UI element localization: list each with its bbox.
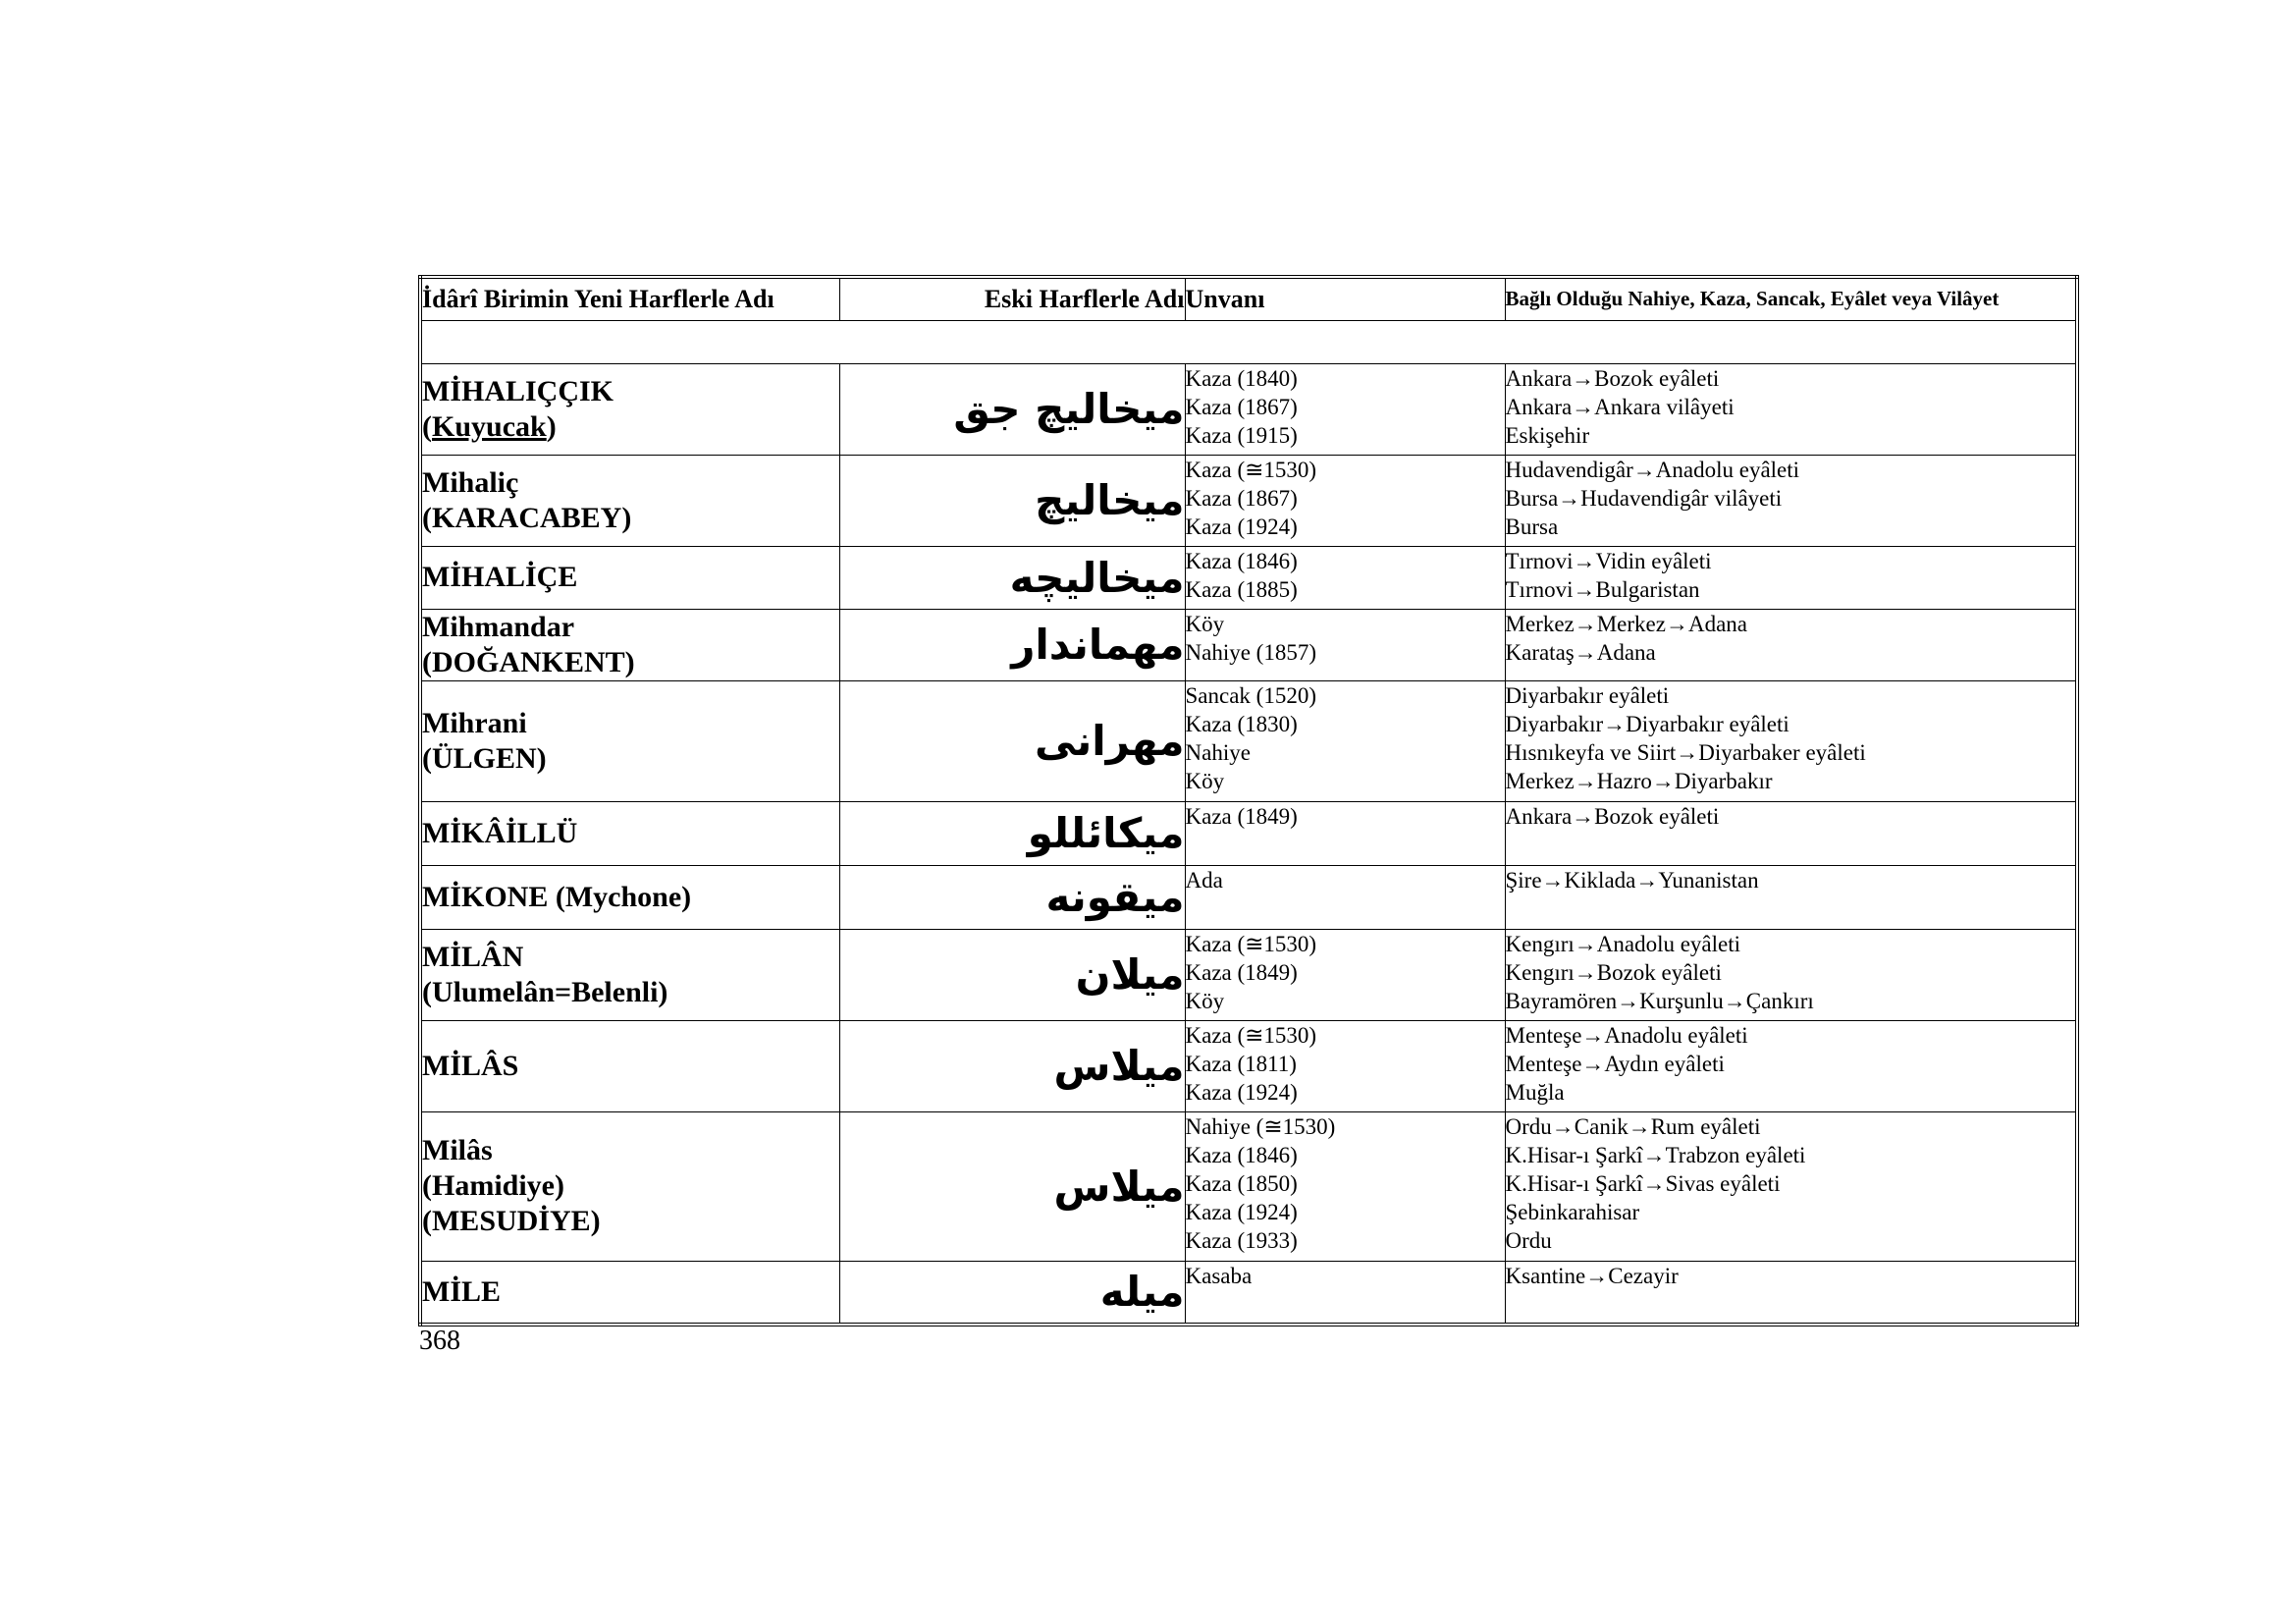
- unit-name-line: Mihrani: [422, 706, 527, 739]
- unit-title-line: Kaza (1867): [1185, 485, 1298, 511]
- unit-old-name: ميلاس: [839, 1111, 1185, 1261]
- unit-name-line: Milâs: [422, 1134, 493, 1166]
- unit-old-name: ميخاليچ جق: [839, 363, 1185, 455]
- table-row: [420, 546, 2077, 609]
- unit-parent-line: Ksantine→Cezayir: [1505, 1263, 1679, 1288]
- col-header-old-name: Eski Harflerle Adı: [839, 277, 1185, 320]
- unit-name-line: MİLÂN: [422, 940, 524, 973]
- unit-old-name: ميقونه: [839, 865, 1185, 929]
- unit-title-line: Kaza (1924): [1185, 1079, 1298, 1105]
- unit-title-line: Ada: [1185, 867, 1223, 893]
- unit-new-name: [420, 609, 839, 680]
- col-header-parent: Bağlı Olduğu Nahiye, Kaza, Sancak, Eyâlet veya Vilâyet: [1505, 277, 2077, 320]
- unit-title-line: Kaza (1850): [1185, 1170, 1298, 1196]
- unit-title-line: Kaza (1840): [1185, 365, 1298, 391]
- unit-parent-line: Kengırı→Bozok eyâleti: [1505, 959, 1722, 985]
- table-row: [420, 455, 2077, 546]
- unit-name-line: MİHALİÇE: [422, 561, 578, 593]
- unit-new-name: [420, 865, 839, 929]
- unit-name-line: (MESUDİYE): [422, 1205, 601, 1237]
- unit-name-line: MİKÂİLLÜ: [422, 816, 578, 849]
- unit-name-line: (Kuyucak): [422, 409, 557, 443]
- unit-old-name: ميله: [839, 1261, 1185, 1325]
- unit-new-name: [420, 801, 839, 865]
- unit-parent-line: Karataş→Adana: [1505, 639, 1656, 665]
- unit-name-line: (ÜLGEN): [422, 741, 547, 775]
- unit-title-line: Kaza (1830): [1185, 711, 1298, 736]
- unit-name-line: MİLÂS: [422, 1049, 519, 1082]
- unit-title-line: Kaza (1885): [1185, 576, 1298, 602]
- unit-title-line: Kaza (1849): [1185, 803, 1298, 829]
- table-row: [420, 1020, 2077, 1111]
- unit-parents: [1505, 546, 2077, 609]
- unit-new-name: [420, 455, 839, 546]
- unit-titles: [1185, 546, 1505, 609]
- unit-titles: [1185, 801, 1505, 865]
- table-row: [420, 1261, 2077, 1325]
- table-row: [420, 1111, 2077, 1261]
- table-body: [420, 363, 2077, 1325]
- unit-title-line: Kaza (≅1530): [1185, 457, 1317, 482]
- unit-old-name: مهماندار: [839, 609, 1185, 680]
- unit-title-line: Köy: [1185, 611, 1225, 636]
- unit-title-line: Kaza (≅1530): [1185, 1022, 1317, 1048]
- unit-titles: [1185, 1111, 1505, 1261]
- unit-parent-line: Hudavendigâr→Anadolu eyâleti: [1505, 457, 1800, 482]
- table-row: [420, 801, 2077, 865]
- unit-title-line: Köy: [1185, 988, 1225, 1013]
- unit-titles: [1185, 455, 1505, 546]
- unit-parent-line: Eskişehir: [1505, 422, 1590, 448]
- unit-parents: [1505, 455, 2077, 546]
- unit-parent-line: Hısnıkeyfa ve Siirt→Diyarbaker eyâleti: [1505, 739, 1866, 765]
- unit-old-name: مهرانى: [839, 680, 1185, 801]
- unit-title-line: Kaza (≅1530): [1185, 931, 1317, 956]
- unit-name-line: (KARACABEY): [422, 501, 632, 534]
- unit-parents: [1505, 1020, 2077, 1111]
- unit-parent-line: Kengırı→Anadolu eyâleti: [1505, 931, 1741, 956]
- unit-title-line: Kaza (1849): [1185, 959, 1298, 985]
- unit-title-line: Kaza (1811): [1185, 1051, 1297, 1076]
- unit-titles: [1185, 363, 1505, 455]
- unit-name-line: (DOĞANKENT): [422, 645, 635, 678]
- unit-title-line: Köy: [1185, 768, 1225, 793]
- table-row: [420, 865, 2077, 929]
- unit-name-line: MİHALIÇÇIK: [422, 374, 614, 407]
- unit-parents: [1505, 801, 2077, 865]
- unit-parent-line: Şire→Kiklada→Yunanistan: [1505, 867, 1759, 893]
- table-header-row: [420, 277, 2077, 320]
- unit-parent-line: Diyarbakır→Diyarbakır eyâleti: [1505, 711, 1789, 736]
- unit-name-line: MİKONE (Mychone): [422, 880, 692, 913]
- unit-parent-line: Menteşe→Aydın eyâleti: [1505, 1051, 1725, 1076]
- unit-parents: [1505, 865, 2077, 929]
- unit-title-line: Nahiye: [1185, 739, 1251, 765]
- unit-parents: [1505, 609, 2077, 680]
- unit-parent-line: Merkez→Hazro→Diyarbakır: [1505, 768, 1773, 793]
- unit-new-name: [420, 929, 839, 1020]
- unit-titles: [1185, 865, 1505, 929]
- unit-parents: [1505, 1261, 2077, 1325]
- unit-parent-line: Tırnovi→Bulgaristan: [1505, 576, 1700, 602]
- unit-parents: [1505, 363, 2077, 455]
- unit-title-line: Sancak (1520): [1185, 682, 1316, 708]
- unit-new-name: [420, 1261, 839, 1325]
- unit-new-name: [420, 680, 839, 801]
- unit-parent-line: Ordu: [1505, 1227, 1552, 1253]
- unit-parent-line: Ankara→Bozok eyâleti: [1505, 365, 1720, 391]
- unit-parents: [1505, 1111, 2077, 1261]
- unit-parent-line: Bayramören→Kurşunlu→Çankırı: [1505, 988, 1814, 1013]
- unit-parent-line: Ankara→Bozok eyâleti: [1505, 803, 1720, 829]
- unit-parent-line: Ankara→Ankara vilâyeti: [1505, 394, 1735, 419]
- unit-parent-line: Muğla: [1505, 1079, 1565, 1105]
- unit-new-name: [420, 363, 839, 455]
- unit-parent-line: Merkez→Merkez→Adana: [1505, 611, 1747, 636]
- page-number: 368: [419, 1326, 460, 1356]
- unit-name-line: Mihaliç: [422, 465, 519, 499]
- unit-title-line: Kaza (1867): [1185, 394, 1298, 419]
- table-row: [420, 929, 2077, 1020]
- unit-title-line: Kaza (1933): [1185, 1227, 1298, 1253]
- table-row: [420, 363, 2077, 455]
- unit-titles: [1185, 609, 1505, 680]
- unit-parent-line: Tırnovi→Vidin eyâleti: [1505, 548, 1712, 573]
- unit-parent-line: Diyarbakır eyâleti: [1505, 682, 1670, 708]
- unit-name-line: (Hamidiye): [422, 1169, 564, 1202]
- unit-title-line: Kasaba: [1185, 1263, 1253, 1288]
- unit-name-line: MİLE: [422, 1274, 502, 1308]
- unit-titles: [1185, 680, 1505, 801]
- unit-new-name: [420, 546, 839, 609]
- unit-old-name: ميلاس: [839, 1020, 1185, 1111]
- unit-title-line: Kaza (1924): [1185, 514, 1298, 539]
- unit-name-line: Mihmandar: [422, 610, 575, 643]
- unit-title-line: Kaza (1846): [1185, 1142, 1298, 1167]
- unit-title-line: Nahiye (≅1530): [1185, 1113, 1336, 1139]
- unit-old-name: ميلان: [839, 929, 1185, 1020]
- unit-parent-line: K.Hisar-ı Şarkî→Sivas eyâleti: [1505, 1170, 1781, 1196]
- table-row: [420, 680, 2077, 801]
- unit-parents: [1505, 680, 2077, 801]
- unit-title-line: Kaza (1915): [1185, 422, 1298, 448]
- admin-units-table: [418, 275, 2079, 1326]
- unit-new-name: [420, 1111, 839, 1261]
- unit-titles: [1185, 1020, 1505, 1111]
- unit-parents: [1505, 929, 2077, 1020]
- unit-title-line: Kaza (1846): [1185, 548, 1298, 573]
- unit-parent-line: Bursa: [1505, 514, 1559, 539]
- unit-parent-line: Ordu→Canik→Rum eyâleti: [1505, 1113, 1761, 1139]
- unit-old-name: ميخاليچ: [839, 455, 1185, 546]
- unit-parent-line: K.Hisar-ı Şarkî→Trabzon eyâleti: [1505, 1142, 1806, 1167]
- table-row: [420, 609, 2077, 680]
- unit-name-line: (Ulumelân=Belenli): [422, 975, 668, 1008]
- header-separator: [420, 320, 2077, 363]
- unit-title-line: Kaza (1924): [1185, 1199, 1298, 1224]
- unit-titles: [1185, 1261, 1505, 1325]
- unit-new-name: [420, 1020, 839, 1111]
- unit-title-line: Nahiye (1857): [1185, 639, 1316, 665]
- unit-parent-line: Menteşe→Anadolu eyâleti: [1505, 1022, 1748, 1048]
- unit-old-name: ميكائللو: [839, 801, 1185, 865]
- col-header-title: Unvanı: [1185, 277, 1505, 320]
- unit-titles: [1185, 929, 1505, 1020]
- unit-parent-line: Bursa→Hudavendigâr vilâyeti: [1505, 485, 1783, 511]
- unit-old-name: ميخاليچه: [839, 546, 1185, 609]
- col-header-new-name: İdârî Birimin Yeni Harflerle Adı: [420, 277, 839, 320]
- unit-parent-line: Şebinkarahisar: [1505, 1199, 1640, 1224]
